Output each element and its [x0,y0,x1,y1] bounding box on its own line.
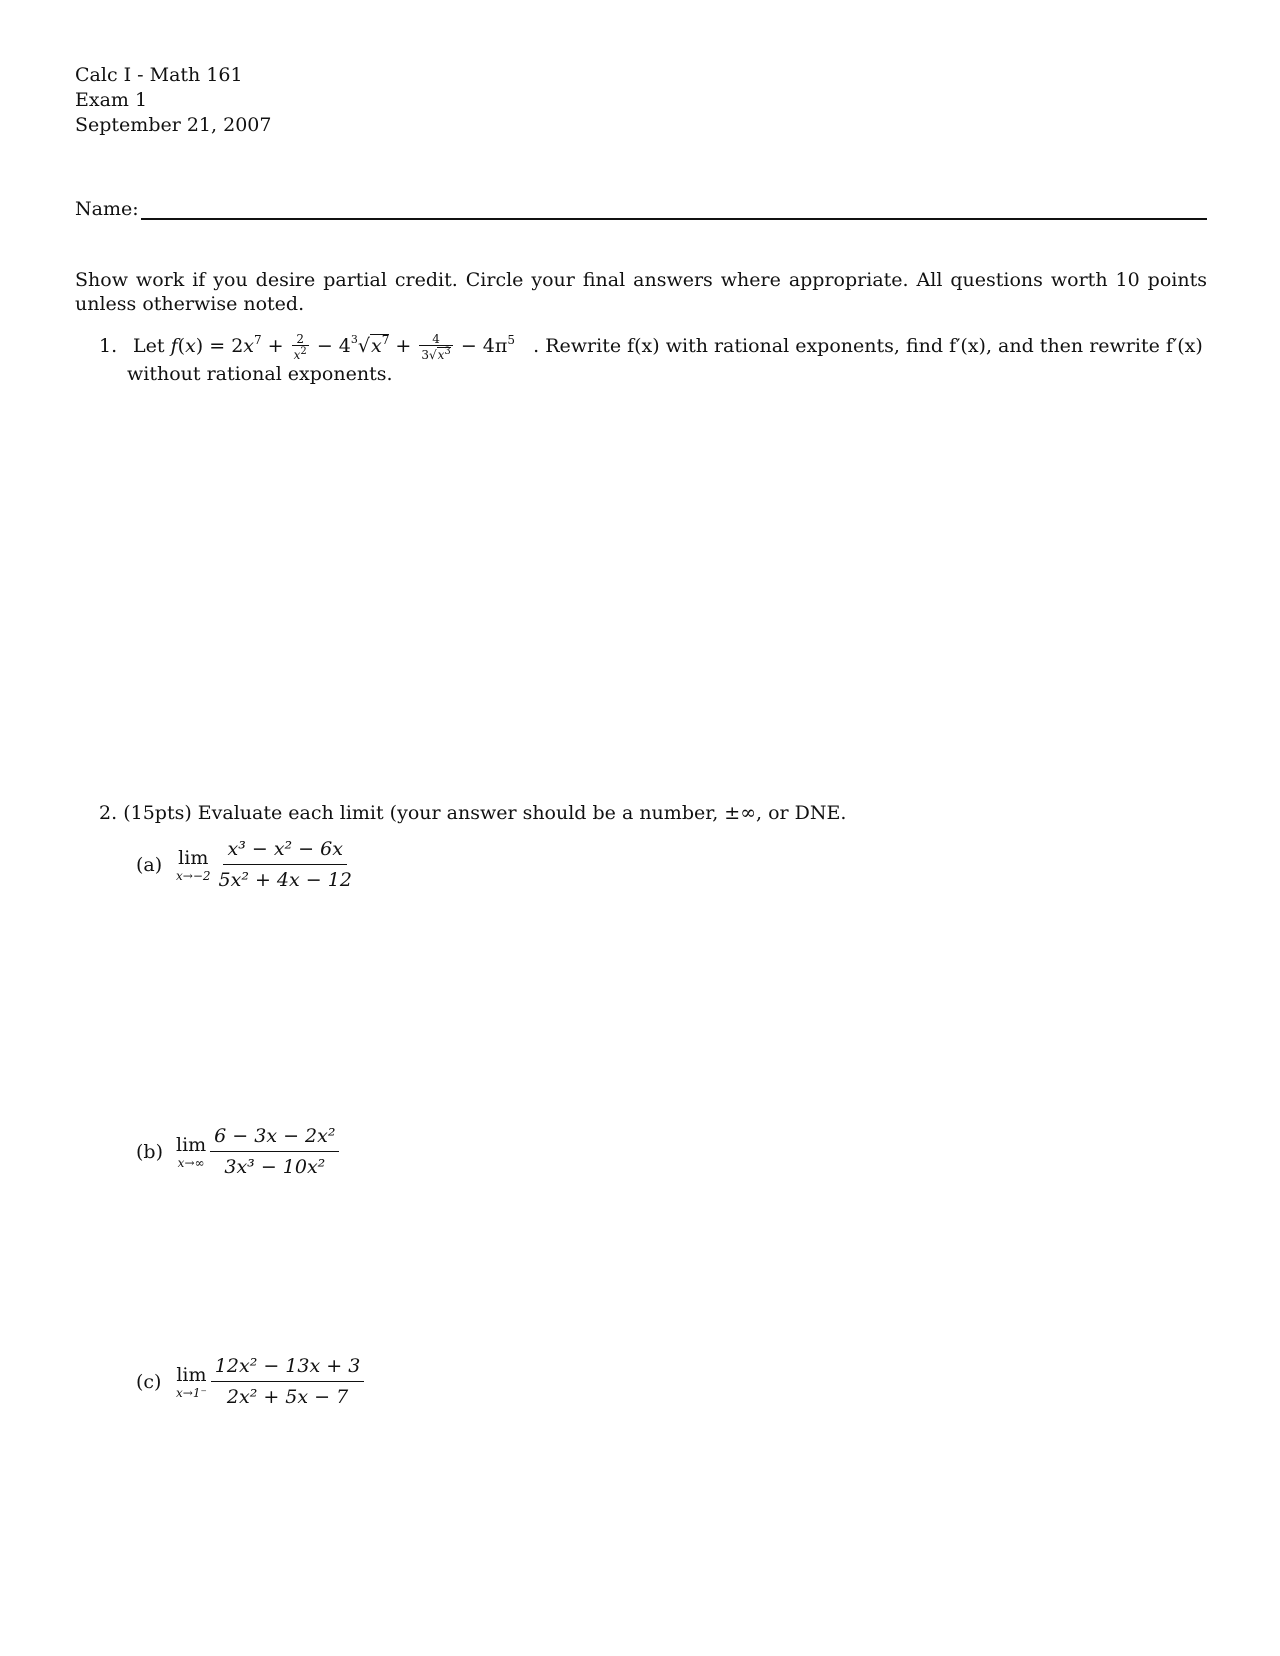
numerator: 12x² − 13x + 3 [211,1353,365,1382]
limit-fraction [215,836,356,893]
question-1-continuation: without rational exponents. [127,363,393,385]
question-2b [136,1123,339,1180]
question-2c [136,1353,364,1410]
limit-operator: lim x→1⁻ [176,1363,207,1400]
denominator: 5x² + 4x − 12 [218,869,352,891]
numerator: x³ − x² − 6x [223,836,346,865]
exam-date: September 21, 2007 [75,114,272,136]
part-label: (b) [136,1140,163,1163]
question-1-function: Let $f(x) = 2x^7$ + $\frac{2}{x^2}$ − $4^3√x^7$ + $\frac{4}{3√x^3}$ − $4\pi^5$ [133,332,516,362]
question-2-number: 2. [99,802,118,824]
limit-fraction [210,1123,339,1180]
course-title: Calc I - Math 161 [75,64,243,86]
limit-fraction [211,1353,365,1410]
question-2 [99,802,846,824]
question-1-text: . Rewrite f(x) with rational exponents, find f′(x), and then rewrite f′(x) [533,335,1203,357]
instructions: Show work if you desire partial credit. Circle your final answers where appropriate. All questions worth 10 points unless otherwise noted. [75,269,1207,315]
limit-approach: x→−2 [176,868,211,883]
question-1-number: 1. [99,335,118,357]
question-1 [99,327,1207,387]
limit-operator: lim x→−2 [176,846,211,883]
question-2-text: (15pts) Evaluate each limit (your answer should be a number, ±∞, or DNE. [123,802,847,824]
question-2a [136,836,356,893]
limit-operator: lim x→∞ [176,1133,207,1170]
limit-approach: x→∞ [177,1155,205,1170]
numerator: 6 − 3x − 2x² [210,1123,339,1152]
name-row [75,198,1207,220]
name-label: Name: [75,198,139,220]
denominator: 3x³ − 10x² [224,1156,326,1178]
denominator: 2x² + 5x − 7 [226,1386,349,1408]
part-label: (a) [136,853,163,876]
exam-title: Exam 1 [75,89,148,111]
limit-approach: x→1⁻ [176,1385,207,1400]
part-label: (c) [136,1370,162,1393]
name-field-line[interactable] [141,200,1207,220]
